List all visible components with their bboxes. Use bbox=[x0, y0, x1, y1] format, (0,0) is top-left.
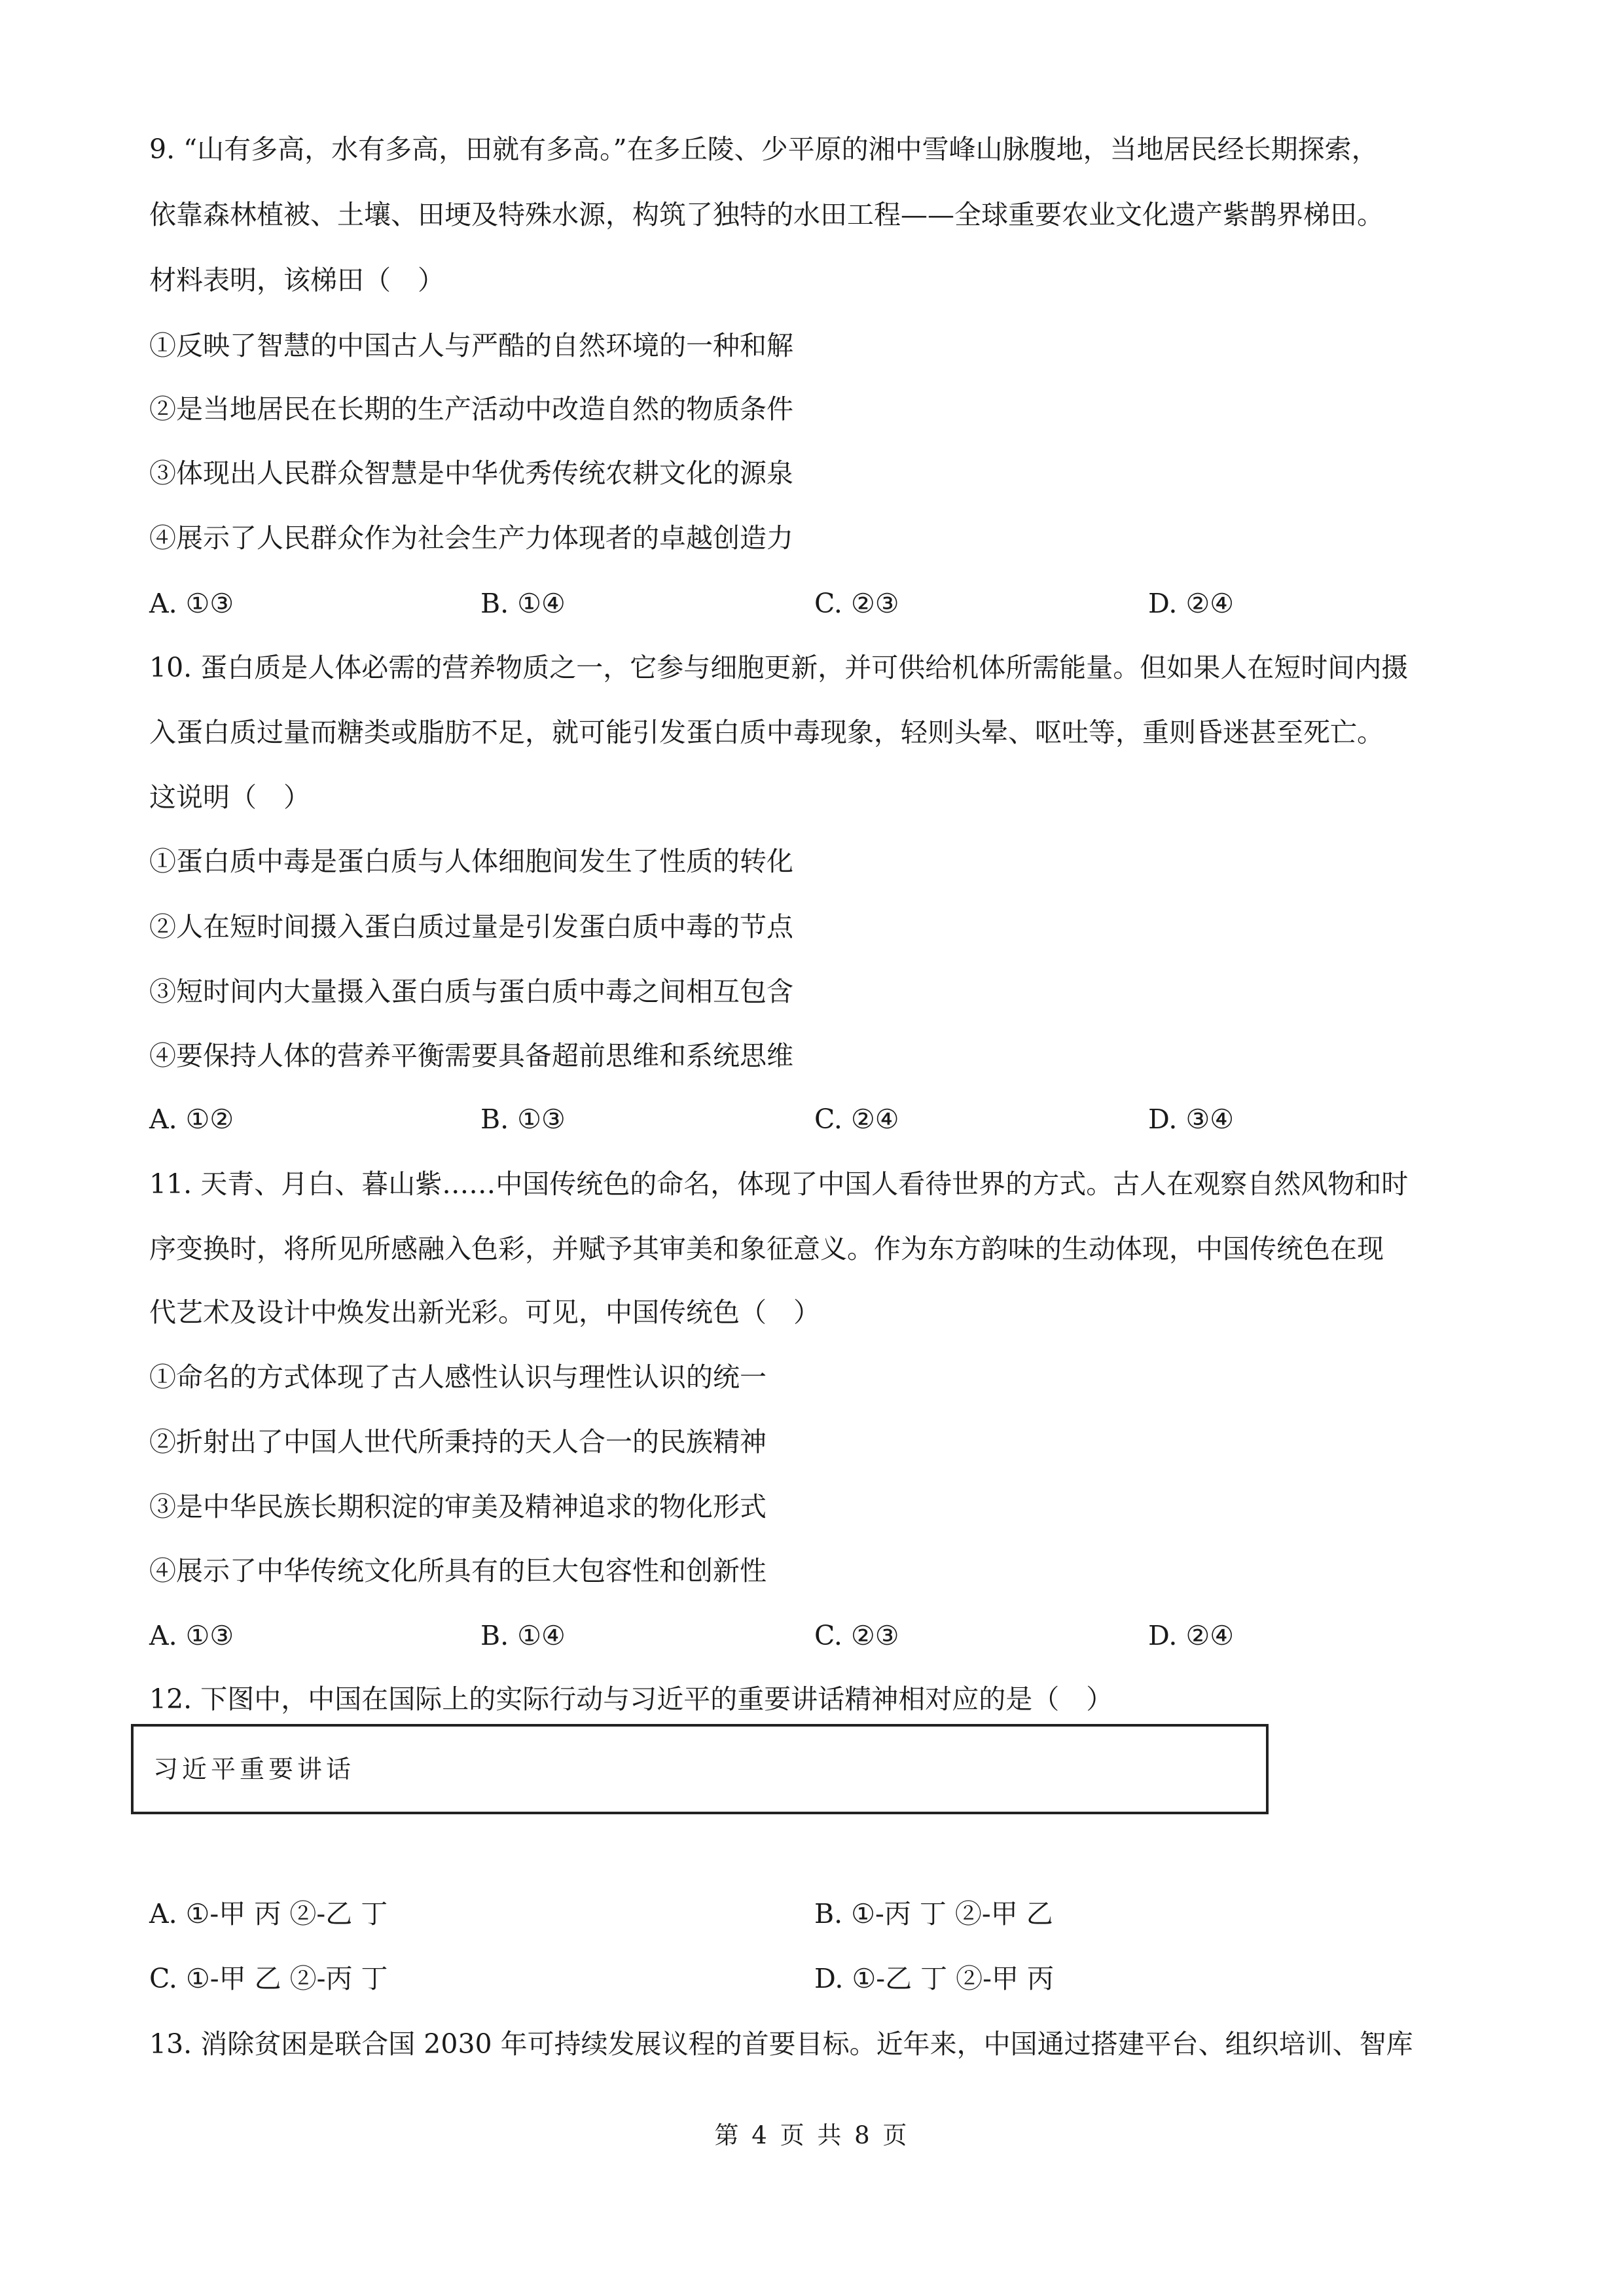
q11-statement-1: ①命名的方式体现了古人感性认识与理性认识的统一 bbox=[149, 1361, 767, 1393]
q12-option-a[interactable]: A. ①-甲 丙 ②-乙 丁 bbox=[149, 1898, 388, 1929]
q11-option-c[interactable]: C. ②③ bbox=[814, 1620, 899, 1651]
q10-stem-line-1: 10. 蛋白质是人体必需的营养物质之一，它参与细胞更新，并可供给机体所需能量。但如果人在短时间内摄 bbox=[149, 652, 1409, 683]
q11-statement-3: ③是中华民族长期积淀的审美及精神追求的物化形式 bbox=[149, 1491, 767, 1522]
q10-stem-line-2: 入蛋白质过量而糖类或脂肪不足，就可能引发蛋白质中毒现象，轻则头晕、呕吐等，重则昏迷甚至死亡。 bbox=[149, 717, 1384, 748]
q12-option-c[interactable]: C. ①-甲 乙 ②-丙 丁 bbox=[149, 1963, 388, 1994]
q9-stem-line-3: 材料表明，该梯田（ ） bbox=[149, 264, 444, 296]
q11-stem-line-2: 序变换时，将所见所感融入色彩，并赋予其审美和象征意义。作为东方韵味的生动体现，中国传统色在现 bbox=[149, 1233, 1384, 1265]
q10-stem-line-3: 这说明（ ） bbox=[149, 781, 310, 813]
q9-stem-line-1: 9. “山有多高，水有多高，田就有多高。”在多丘陵、少平原的湘中雪峰山脉腹地，当地居民经长期探索， bbox=[149, 134, 1379, 165]
q10-option-d[interactable]: D. ③④ bbox=[1148, 1103, 1234, 1135]
q10-option-c[interactable]: C. ②④ bbox=[814, 1103, 899, 1135]
q12-stem: 12. 下图中，中国在国际上的实际行动与习近平的重要讲话精神相对应的是（ ） bbox=[149, 1683, 1113, 1715]
q9-option-b[interactable]: B. ①④ bbox=[480, 588, 566, 619]
q11-statement-2: ②折射出了中国人世代所秉持的天人合一的民族精神 bbox=[149, 1426, 767, 1458]
q9-statement-3: ③体现出人民群众智慧是中华优秀传统农耕文化的源泉 bbox=[149, 457, 793, 489]
q9-option-d[interactable]: D. ②④ bbox=[1148, 588, 1234, 619]
q9-statement-1: ①反映了智慧的中国古人与严酷的自然环境的一种和解 bbox=[149, 330, 793, 361]
q9-statement-2: ②是当地居民在长期的生产活动中改造自然的物质条件 bbox=[149, 393, 793, 425]
q11-option-d[interactable]: D. ②④ bbox=[1148, 1620, 1234, 1651]
q10-statement-2: ②人在短时间摄入蛋白质过量是引发蛋白质中毒的节点 bbox=[149, 911, 793, 942]
q9-option-c[interactable]: C. ②③ bbox=[814, 588, 899, 619]
q9-statement-4: ④展示了人民群众作为社会生产力体现者的卓越创造力 bbox=[149, 522, 793, 554]
q12-option-b[interactable]: B. ①-丙 丁 ②-甲 乙 bbox=[814, 1898, 1053, 1929]
q11-option-b[interactable]: B. ①④ bbox=[480, 1620, 566, 1651]
q10-statement-3: ③短时间内大量摄入蛋白质与蛋白质中毒之间相互包含 bbox=[149, 976, 793, 1007]
q10-statement-1: ①蛋白质中毒是蛋白质与人体细胞间发生了性质的转化 bbox=[149, 846, 793, 877]
q9-stem-line-2: 依靠森林植被、土壤、田埂及特殊水源，构筑了独特的水田工程——全球重要农业文化遗产紫鹊界梯田。 bbox=[149, 199, 1384, 230]
q11-stem-line-1: 11. 天青、月白、暮山紫……中国传统色的命名，体现了中国人看待世界的方式。古人在观察自然风物和时 bbox=[149, 1168, 1409, 1200]
q11-stem-line-3: 代艺术及设计中焕发出新光彩。可见，中国传统色（ ） bbox=[149, 1297, 820, 1328]
q10-option-a[interactable]: A. ①② bbox=[149, 1103, 234, 1135]
speech-figure-label: 习近平重要讲话 bbox=[153, 1755, 355, 1784]
page-footer: 第 4 页 共 8 页 bbox=[714, 2121, 910, 2149]
q10-statement-4: ④要保持人体的营养平衡需要具备超前思维和系统思维 bbox=[149, 1040, 793, 1071]
q13-stem-line-1: 13. 消除贫困是联合国 2030 年可持续发展议程的首要目标。近年来，中国通过搭建平台、组织培训、智库 bbox=[149, 2028, 1413, 2060]
q11-option-a[interactable]: A. ①③ bbox=[149, 1620, 234, 1651]
q10-option-b[interactable]: B. ①③ bbox=[480, 1103, 566, 1135]
speech-figure-box bbox=[131, 1724, 1269, 1814]
q11-statement-4: ④展示了中华传统文化所具有的巨大包容性和创新性 bbox=[149, 1555, 767, 1587]
q12-option-d[interactable]: D. ①-乙 丁 ②-甲 丙 bbox=[814, 1963, 1055, 1994]
q9-option-a[interactable]: A. ①③ bbox=[149, 588, 234, 619]
